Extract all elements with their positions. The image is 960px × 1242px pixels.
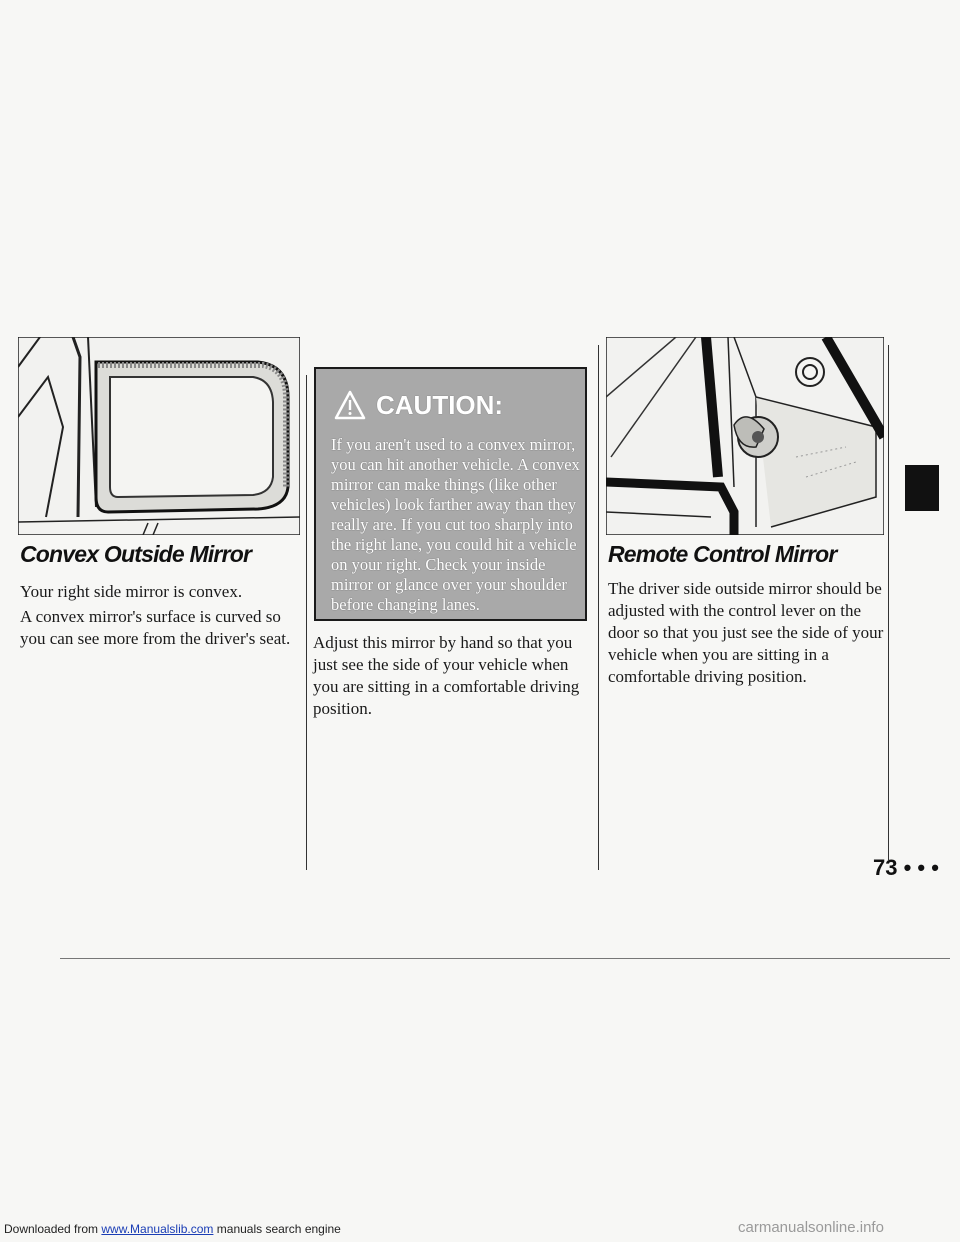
convex-mirror-paragraph-2: A convex mirror's surface is curved so you can see more from the driver's seat. [20,607,291,648]
adjust-mirror-paragraph: Adjust this mirror by hand so that you just see the side of your vehicle when you are sitting in a comfortable driving position. [313,633,580,718]
footer-prefix: Downloaded from [4,1222,102,1236]
column-rule-middle [598,345,599,870]
section-tab-marker [905,465,939,511]
caution-header [334,387,503,423]
section-heading-convex-mirror: Convex Outside Mirror [20,541,252,567]
remote-control-mirror-paragraph: The driver side outside mirror should be adjusted with the control lever on the door so that you just see the side of your vehicle when you are sitting in a comfortable driving position. [608,579,884,686]
caution-title: CAUTION: [376,389,504,420]
manualslib-link[interactable]: www.Manualslib.com [101,1222,214,1236]
warning-triangle-icon [334,390,366,420]
column-rule-right [888,345,889,860]
footer-suffix: manuals search engine [213,1222,341,1236]
convex-mirror-paragraph-1: Your right side mirror is convex. [20,582,243,601]
page-number: 73 • • • [873,855,939,880]
caution-box [314,367,587,621]
bottom-rule [60,958,950,959]
site-watermark: carmanualsonline.info [738,1219,884,1236]
column-rule-left [306,375,307,870]
download-footer [4,1222,341,1236]
caution-text: If you aren't used to a convex mirror, you can hit another vehicle. A convex mirror can make things (like other vehicles) look farther away than they really are. If you cut too sharply into the right lane, you could hit a vehicle on your right. Check your inside mirror or glance over your shoulder before changing lanes. [331,435,580,614]
section-heading-remote-control-mirror: Remote Control Mirror [608,541,837,567]
remote-control-mirror-illustration [606,337,884,535]
convex-mirror-illustration [18,337,300,535]
